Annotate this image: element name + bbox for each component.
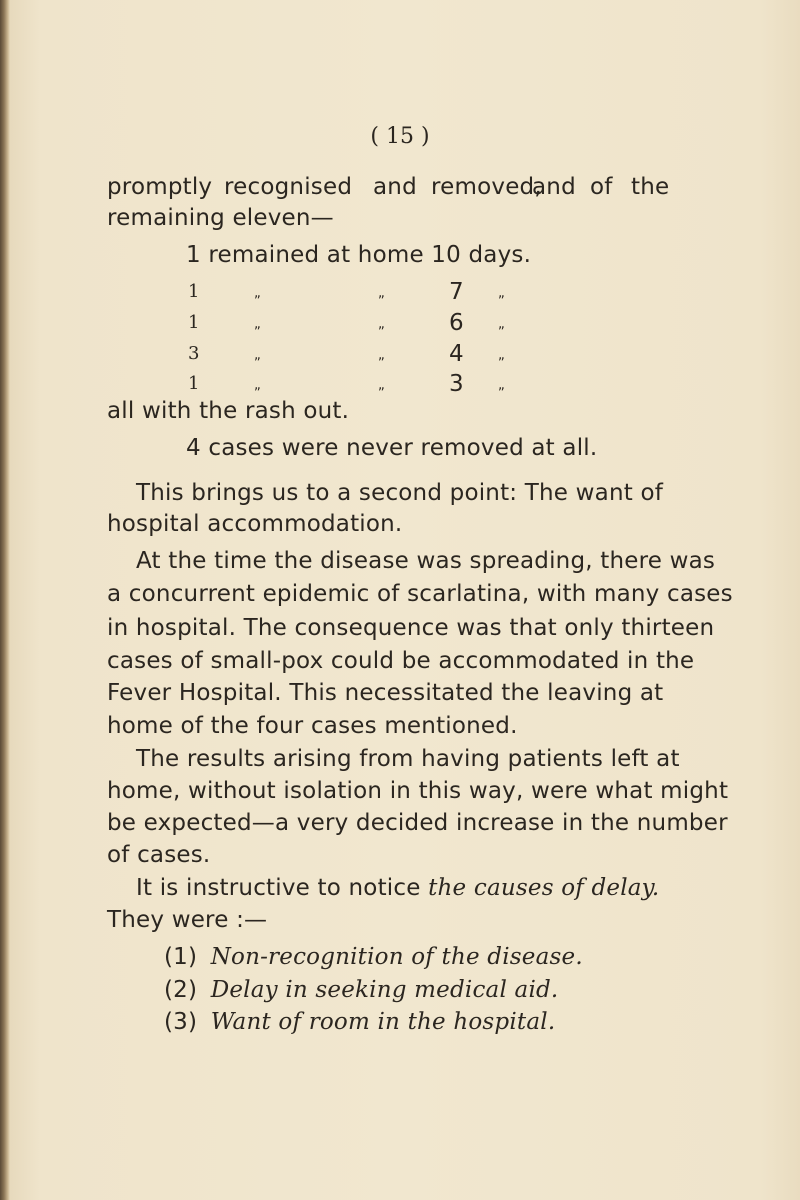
ditto-mark: „ xyxy=(254,378,261,393)
para2-line: cases of small-pox could be accommodated in the xyxy=(107,648,695,674)
cause-text: Want of room in the hospital. xyxy=(210,1009,556,1035)
tally-count: 1 xyxy=(188,312,200,333)
ditto-mark: „ xyxy=(254,317,261,332)
para3-line: of cases. xyxy=(107,842,211,868)
intro-word: and xyxy=(532,174,576,200)
para2-line: Fever Hospital. This necessitated the leaving at xyxy=(107,680,664,706)
ditto-mark: „ xyxy=(498,378,505,393)
para1-line: hospital accommodation. xyxy=(107,511,403,537)
intro-word: promptly xyxy=(107,174,213,200)
ditto-mark: „ xyxy=(498,286,505,301)
page-number: ( 15 ) xyxy=(370,124,430,149)
tally-days: 3 xyxy=(449,371,464,397)
intro-word: and xyxy=(373,174,417,200)
rash-line: all with the rash out. xyxy=(107,398,350,424)
para2-line: a concurrent epidemic of scarlatina, with many cases xyxy=(107,581,733,607)
ditto-mark: „ xyxy=(378,317,385,332)
ditto-mark: „ xyxy=(378,286,385,301)
tally-days: 7 xyxy=(449,279,464,305)
para3-line: The results arising from having patients left at xyxy=(136,746,680,772)
cause-number: (3) xyxy=(164,1009,198,1035)
cause-number: (2) xyxy=(164,977,198,1003)
ditto-mark: „ xyxy=(254,348,261,363)
ditto-mark: „ xyxy=(254,286,261,301)
para3-line: home, without isolation in this way, were what might xyxy=(107,778,729,804)
tally-row xyxy=(0,369,800,399)
para4-line xyxy=(136,873,660,903)
para2-line: At the time the disease was spreading, there was xyxy=(136,548,716,574)
intro-word: the xyxy=(631,174,670,200)
tally-row xyxy=(0,277,800,307)
cause-item xyxy=(164,1007,555,1037)
para4-prefix: It is instructive to notice xyxy=(136,875,429,901)
cause-text: Non-recognition of the disease. xyxy=(210,944,583,970)
never-removed-line: 4 cases were never removed at all. xyxy=(186,435,598,461)
intro-line-3: 1 remained at home 10 days. xyxy=(186,242,532,268)
intro-word: of xyxy=(590,174,613,200)
ditto-mark: „ xyxy=(498,348,505,363)
para4-line: They were :— xyxy=(107,907,268,933)
cause-number: (1) xyxy=(164,944,198,970)
tally-days: 4 xyxy=(449,341,464,367)
tally-count: 3 xyxy=(188,343,200,364)
cause-item xyxy=(164,942,583,972)
cause-item xyxy=(164,975,558,1005)
tally-row xyxy=(0,308,800,338)
cause-text: Delay in seeking medical aid. xyxy=(210,977,559,1003)
ditto-mark: „ xyxy=(378,378,385,393)
tally-count: 1 xyxy=(188,373,200,394)
binding-edge xyxy=(0,0,10,1200)
para2-line: in hospital. The consequence was that only thirteen xyxy=(107,615,715,641)
para1-line: This brings us to a second point: The want of xyxy=(136,480,664,506)
tally-count: 1 xyxy=(188,281,200,302)
ditto-mark: „ xyxy=(498,317,505,332)
tally-row xyxy=(0,339,800,369)
para3-line: be expected—a very decided increase in the number xyxy=(107,810,728,836)
intro-word: removed, xyxy=(431,174,542,200)
tally-days: 6 xyxy=(449,310,464,336)
ditto-mark: „ xyxy=(378,348,385,363)
intro-word: recognised xyxy=(224,174,353,200)
para4-italic-phrase: the causes of delay. xyxy=(428,875,660,901)
intro-line-2: remaining eleven— xyxy=(107,205,334,231)
para2-line: home of the four cases mentioned. xyxy=(107,713,518,739)
